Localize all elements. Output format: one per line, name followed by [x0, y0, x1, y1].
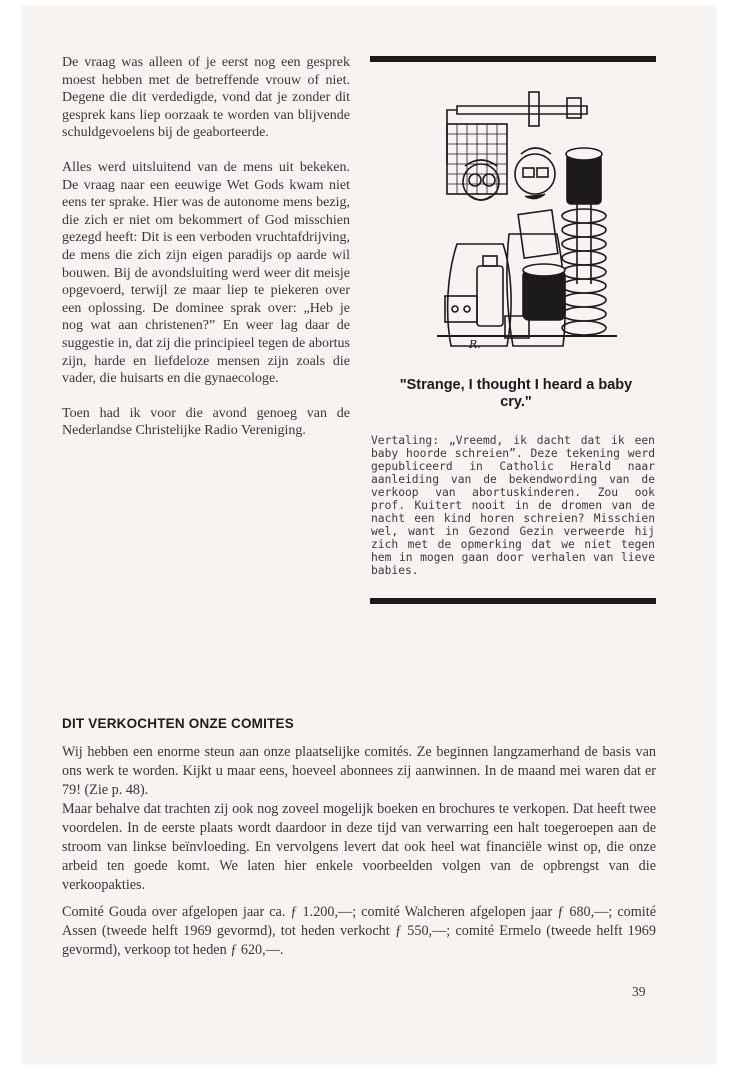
cartoon-signature: R. — [469, 338, 481, 351]
section-paragraph-1: Wij hebben een enorme steun aan onze plaatselijke comités. Ze beginnen langzamerhand de basis van ons werk te worden. Kijkt u maar eens, hoeveel abonnees zij aanwinnen. In de maand mei waren dat er 79! (Zie p. 48). — [62, 744, 656, 798]
cartoon-caption: "Strange, I thought I heard a baby cry." — [399, 377, 633, 410]
section-body — [62, 743, 656, 960]
section-paragraph-3: Comité Gouda over afgelopen jaar ca. ƒ 1.200,—; comité Walcheren afgelopen jaar ƒ 680,—; comité Assen (tweede helft 1969 gevormd), tot heden verkocht ƒ 550,—; comité Ermelo (tweede helft 1969 gevormd), verkoop tot heden ƒ 620,—. — [62, 904, 656, 958]
page — [22, 6, 716, 1064]
section-heading: DIT VERKOCHTEN ONZE COMITES — [62, 716, 294, 731]
translation-text: Vertaling: „Vreemd, ik dacht dat ik een baby hoorde schreien”. Deze tekening werd gepubliceerd in Catholic Herald naar aanleiding van de bekendwording van de verkoop van abortuskinderen. Zou ook prof. Kuitert nooit in de dromen van de nacht een kind horen schreien? Misschien wel, want in Gezond Gezin verweerde hij zich met de opmerking dat we niet tegen hem in mogen gaan door verhalen van lieve babies. — [371, 434, 655, 577]
box-rule-bottom — [370, 598, 656, 604]
left-column — [62, 54, 350, 457]
section-paragraph-2: Maar behalve dat trachten zij ook nog zoveel mogelijk boeken en brochures te verkopen. Dat heeft twee voordelen. In de eerste plaats wordt daardoor in deze tijd van verwarring een halt toegeroepen aan de stroom van linkse beïnvloeding. En vervolgens levert dat ook heel wat financiële winst op, die onze arbeid ten goede komt. We laten hier enkele voorbeelden volgen van de opbrengst van die verkoopakties. — [62, 801, 656, 893]
box-rule-top — [370, 56, 656, 62]
page-number: 39 — [632, 984, 646, 999]
cartoon-illustration — [417, 84, 632, 356]
left-paragraph-3: Toen had ik voor die avond genoeg van de Nederlandse Christelijke Radio Vereniging. — [62, 405, 350, 439]
left-paragraph-1: De vraag was alleen of je eerst nog een gesprek moest hebben met de betreffende vrouw of niet. Degene die dit verdedigde, vond dat je zonder dit gesprek kans liep oorzaak te worden van blijvende schuldgevoelens bij de geaborteerde. — [62, 55, 350, 141]
left-paragraph-2: Alles werd uitsluitend van de mens uit bekeken. De vraag naar een eeuwige Wet Gods kwam niet eens ter sprake. Hier was de autonome mens bezig, die zich er niet om bekommert of God misschien gezegd heeft: Dit is een verboden vruchtafdrijving, de mens die zich zijn eigen paradijs op aarde wil bouwen. Bij de avondsluiting werd weer dit meisje opgevoerd, terwijl ze maar liep te piekeren over een oplossing. De dominee sprak over: „Heb je nog wat aan christenen?” En weer lag daar de suggestie in, dat zij die principieel tegen de abortus zijn, harde en liefdeloze mensen zijn zoals die vader, die huisarts en die gynaecologe. — [62, 159, 350, 387]
